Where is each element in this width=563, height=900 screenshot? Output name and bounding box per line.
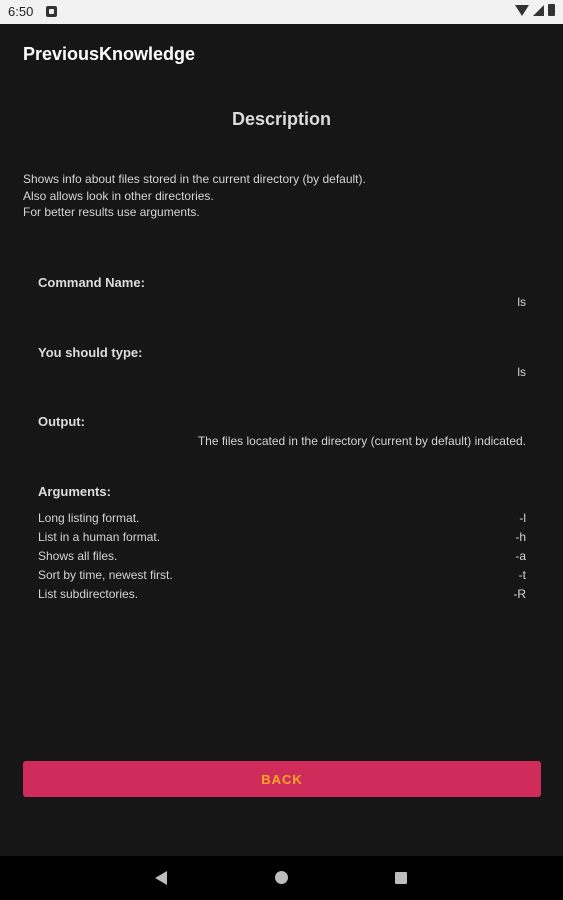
arguments-list <box>38 511 526 606</box>
output-label: Output: <box>38 414 85 429</box>
app-title: PreviousKnowledge <box>23 44 196 64</box>
status-time: 6:50 <box>8 4 34 19</box>
nav-back-icon[interactable] <box>155 871 167 885</box>
description-line: Shows info about files stored in the current directory (by default). <box>23 172 366 186</box>
argument-description: Long listing format. <box>38 511 140 525</box>
argument-description: Sort by time, newest first. <box>38 568 173 582</box>
argument-row <box>38 530 526 549</box>
section-title: Description <box>231 109 332 129</box>
description-line: Also allows look in other directories. <box>23 188 214 203</box>
argument-row <box>38 511 526 530</box>
command-name-value: ls <box>517 295 526 309</box>
notification-icon <box>46 6 57 17</box>
signal-icon <box>533 5 544 16</box>
argument-description: List subdirectories. <box>38 587 139 601</box>
status-icons <box>515 4 555 16</box>
arguments-label: Arguments: <box>38 484 111 499</box>
description-text <box>23 171 543 221</box>
command-name-label: Command Name: <box>38 275 145 290</box>
argument-flag: -t <box>518 568 526 582</box>
wifi-icon <box>515 5 529 16</box>
argument-description: Shows all files. <box>38 549 118 563</box>
you-should-type-value: ls <box>517 365 526 379</box>
argument-description: List in a human format. <box>38 530 161 544</box>
navigation-bar <box>0 856 563 900</box>
output-value: The files located in the directory (current by default) indicated. <box>197 434 526 448</box>
argument-row <box>38 587 526 606</box>
argument-row <box>38 568 526 587</box>
argument-flag: -R <box>513 587 526 601</box>
battery-icon <box>548 4 555 16</box>
argument-flag: -a <box>515 549 526 563</box>
status-bar <box>0 0 563 24</box>
you-should-type-label: You should type: <box>38 345 143 360</box>
argument-flag: -l <box>519 511 526 525</box>
argument-flag: -h <box>515 530 526 544</box>
nav-home-icon[interactable] <box>275 871 288 884</box>
description-line: For better results use arguments. <box>23 205 200 219</box>
argument-row <box>38 549 526 568</box>
nav-recents-icon[interactable] <box>395 872 407 884</box>
back-button[interactable]: BACK <box>23 761 541 797</box>
